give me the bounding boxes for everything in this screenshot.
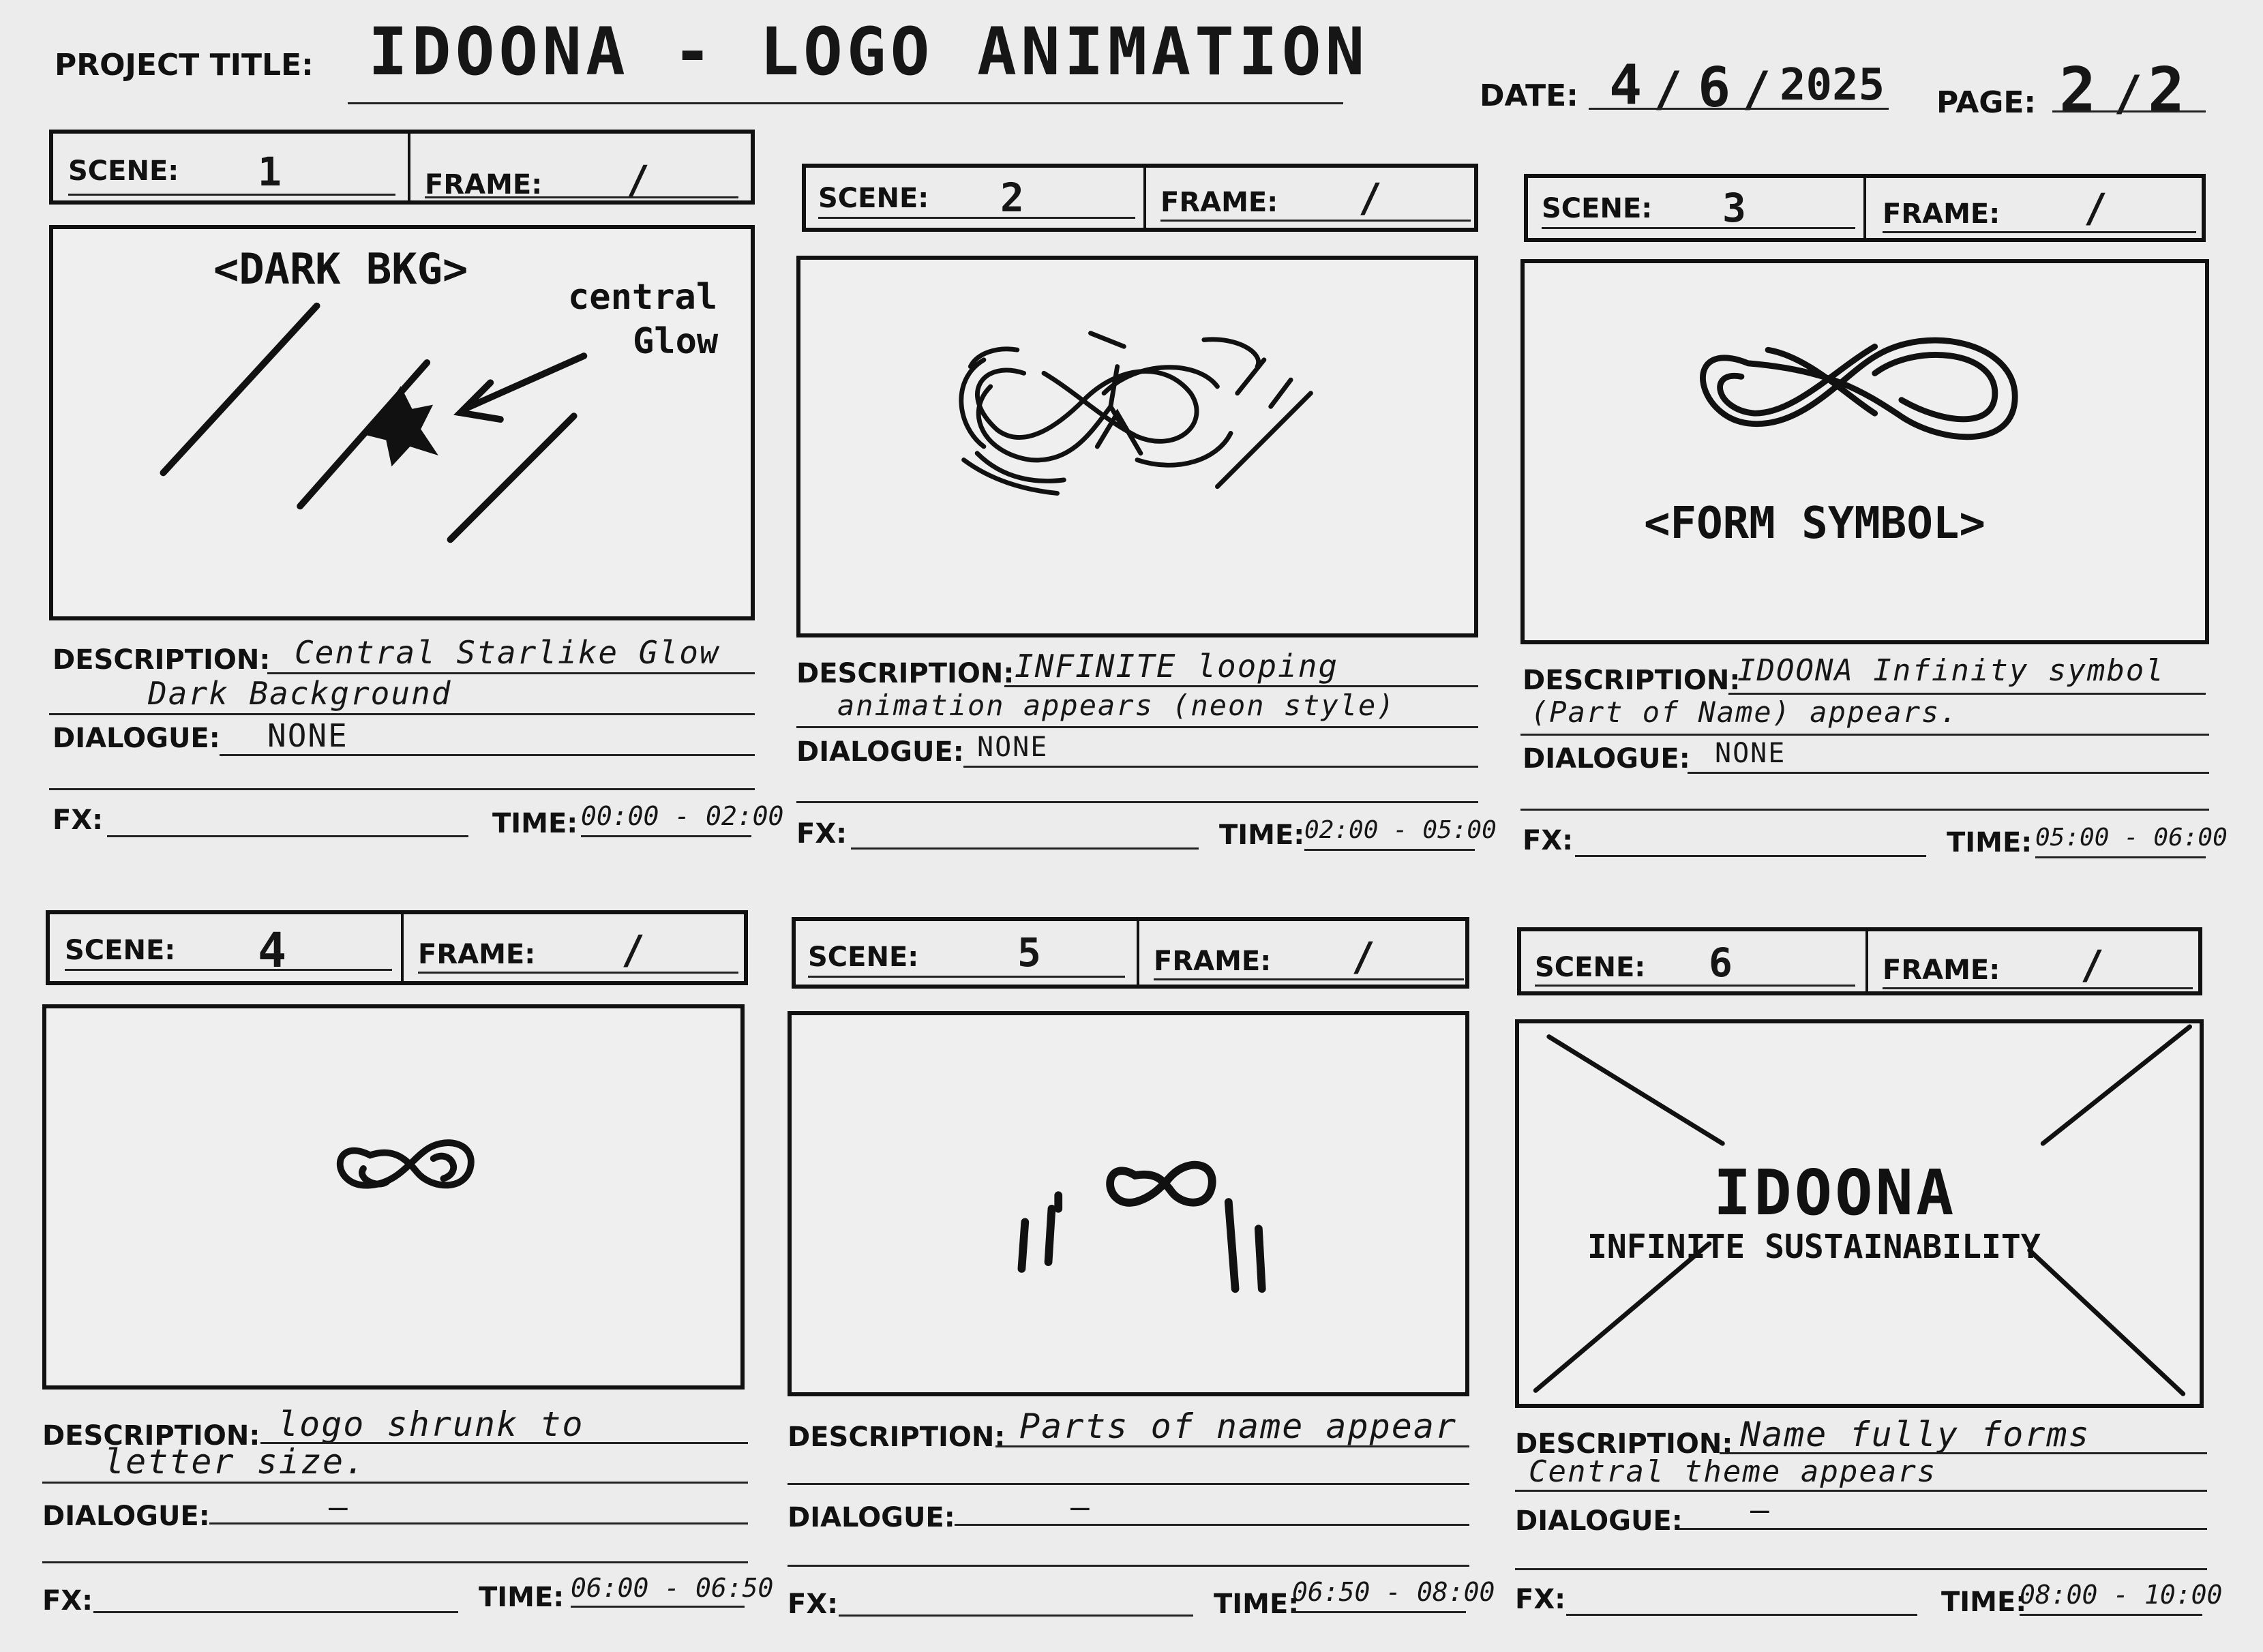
header-divider xyxy=(1137,921,1139,985)
extra-line xyxy=(1520,809,2209,811)
sketch-frame[interactable] xyxy=(42,1004,745,1390)
dialogue-underline xyxy=(963,766,1478,768)
time-value[interactable]: 02:00 - 05:00 xyxy=(1304,816,1497,844)
fx-underline xyxy=(1575,855,1926,857)
fx-underline xyxy=(851,847,1199,850)
description-underline-1 xyxy=(1004,685,1478,687)
dialogue-value[interactable]: — xyxy=(1070,1488,1091,1525)
description-line-1[interactable]: IDOONA Infinity symbol xyxy=(1737,653,2165,688)
dialogue-underline xyxy=(955,1524,1469,1526)
date-day[interactable]: 6 xyxy=(1698,56,1731,119)
dialogue-value[interactable]: — xyxy=(329,1488,349,1525)
fx-label: FX: xyxy=(53,805,104,836)
project-title-value[interactable]: IDOONA - LOGO ANIMATION xyxy=(368,14,1369,90)
extra-line xyxy=(42,1561,748,1563)
extra-line xyxy=(788,1565,1469,1567)
sketch-drawing xyxy=(1525,263,2205,640)
frame-underline xyxy=(425,196,738,198)
description-underline-2 xyxy=(788,1483,1469,1485)
extra-line xyxy=(1515,1568,2207,1570)
dialogue-value[interactable]: NONE xyxy=(1715,738,1786,769)
time-value[interactable]: 08:00 - 10:00 xyxy=(2020,1580,2223,1610)
description-line-2[interactable]: Central theme appears xyxy=(1529,1454,1937,1489)
sketch-note-form-symbol: <FORM SYMBOL> xyxy=(1644,498,1985,549)
panel-header xyxy=(1517,927,2202,995)
date-month[interactable]: 4 xyxy=(1609,53,1643,117)
scene-label: SCENE: xyxy=(808,942,919,973)
scene-underline xyxy=(808,976,1125,978)
frame-label: FRAME: xyxy=(425,169,543,200)
frame-number[interactable]: / xyxy=(621,927,645,973)
description-underline-2 xyxy=(42,1482,748,1484)
dialogue-label: DIALOGUE: xyxy=(1515,1505,1683,1537)
description-line-2[interactable]: animation appears (neon style) xyxy=(837,689,1396,722)
panel-header xyxy=(1524,174,2206,242)
fx-underline xyxy=(1566,1614,1917,1616)
scene-underline xyxy=(818,217,1135,219)
fx-underline xyxy=(107,835,468,837)
description-line-1[interactable]: Central Starlike Glow xyxy=(295,634,720,671)
panel-scene-3 xyxy=(1520,150,2228,880)
frame-underline xyxy=(1154,978,1464,980)
frame-number[interactable]: / xyxy=(1358,175,1382,221)
frame-underline xyxy=(1883,231,2196,233)
scene-underline xyxy=(1542,227,1855,229)
panel-scene-4 xyxy=(42,910,774,1640)
scene-number[interactable]: 3 xyxy=(1722,185,1746,231)
extra-line xyxy=(49,788,755,790)
description-line-1[interactable]: INFINITE looping xyxy=(1015,648,1339,685)
sketch-note-central: central xyxy=(568,277,718,318)
header-divider xyxy=(1863,178,1866,238)
description-underline-2 xyxy=(1520,734,2209,736)
sketch-drawing xyxy=(792,1015,1465,1392)
panel-scene-5 xyxy=(788,917,1495,1640)
dialogue-value[interactable]: — xyxy=(1750,1491,1771,1528)
time-label: TIME: xyxy=(1941,1587,2027,1618)
scene-label: SCENE: xyxy=(1535,952,1646,983)
description-line-1[interactable]: Parts of name appear xyxy=(1019,1407,1458,1446)
dialogue-label: DIALOGUE: xyxy=(796,736,964,768)
frame-number[interactable]: / xyxy=(2080,942,2104,988)
scene-number[interactable]: 4 xyxy=(258,922,287,978)
dialogue-label: DIALOGUE: xyxy=(53,723,220,754)
time-underline xyxy=(1304,849,1475,851)
description-line-1[interactable]: Name fully forms xyxy=(1740,1415,2090,1454)
dialogue-label: DIALOGUE: xyxy=(42,1501,210,1532)
frame-label: FRAME: xyxy=(418,939,536,970)
fx-label: FX: xyxy=(796,818,848,850)
frame-underline xyxy=(1160,220,1471,222)
date-label: DATE: xyxy=(1480,78,1578,113)
frame-underline xyxy=(418,972,738,974)
time-label: TIME: xyxy=(1214,1589,1300,1620)
panel-scene-1 xyxy=(49,130,784,859)
scene-underline xyxy=(1535,985,1855,987)
scene-number[interactable]: 1 xyxy=(258,149,282,195)
scene-number[interactable]: 6 xyxy=(1709,940,1733,986)
fx-underline xyxy=(93,1611,458,1613)
sketch-note-background: <DARK BKG> xyxy=(213,244,468,294)
scene-label: SCENE: xyxy=(65,935,176,966)
date-underline xyxy=(1589,108,1889,110)
panel-scene-6 xyxy=(1515,924,2223,1647)
description-underline-2 xyxy=(1515,1490,2207,1492)
time-value[interactable]: 06:50 - 08:00 xyxy=(1292,1577,1495,1607)
frame-number[interactable]: / xyxy=(626,157,650,203)
header-divider xyxy=(1143,168,1146,228)
time-underline xyxy=(2020,1614,2202,1616)
panel-header xyxy=(46,910,748,985)
description-line-2[interactable]: letter size. xyxy=(104,1442,367,1482)
date-sep-1: / xyxy=(1653,61,1683,117)
fx-label: FX: xyxy=(1515,1584,1566,1615)
page-sep: / xyxy=(2114,65,2143,121)
fx-label: FX: xyxy=(42,1585,93,1617)
description-label: DESCRIPTION: xyxy=(1515,1428,1733,1460)
frame-label: FRAME: xyxy=(1160,187,1278,218)
time-label: TIME: xyxy=(1947,827,2033,858)
dialogue-underline xyxy=(220,754,755,756)
fx-label: FX: xyxy=(1523,825,1574,856)
description-underline-1 xyxy=(1728,693,2206,695)
frame-underline xyxy=(1883,987,2193,989)
project-title-label: PROJECT TITLE: xyxy=(55,48,314,82)
description-underline-1 xyxy=(267,672,755,674)
description-line-2[interactable]: Dark Background xyxy=(148,675,452,712)
header-divider xyxy=(401,914,404,981)
scene-label: SCENE: xyxy=(68,155,179,187)
description-line-1[interactable]: logo shrunk to xyxy=(278,1405,584,1444)
fx-underline xyxy=(839,1615,1193,1617)
page-current[interactable]: 2 xyxy=(2059,55,2097,126)
dialogue-underline xyxy=(1679,1528,2207,1530)
header-divider xyxy=(408,134,410,200)
time-value[interactable]: 00:00 - 02:00 xyxy=(581,801,784,831)
description-label: DESCRIPTION: xyxy=(1523,665,1741,696)
dialogue-value[interactable]: NONE xyxy=(977,732,1049,763)
time-label: TIME: xyxy=(492,808,578,839)
page-underline xyxy=(2052,110,2206,112)
description-underline-2 xyxy=(49,713,755,715)
scene-label: SCENE: xyxy=(1542,193,1653,224)
description-underline-1 xyxy=(995,1445,1469,1447)
date-sep-2: / xyxy=(1742,61,1771,117)
fx-label: FX: xyxy=(788,1589,839,1620)
time-underline xyxy=(2035,856,2206,858)
description-label: DESCRIPTION: xyxy=(788,1422,1006,1453)
frame-label: FRAME: xyxy=(1883,198,2000,230)
panel-header xyxy=(792,917,1469,989)
dialogue-underline xyxy=(1688,772,2209,774)
dialogue-label: DIALOGUE: xyxy=(788,1502,955,1533)
time-value[interactable]: 06:00 - 06:50 xyxy=(571,1573,774,1603)
scene-underline xyxy=(65,969,392,971)
frame-number[interactable]: / xyxy=(1351,933,1375,980)
sketch-logo-name: IDOONA xyxy=(1713,1156,1957,1229)
sketch-frame[interactable] xyxy=(1515,1019,2204,1408)
sketch-frame[interactable] xyxy=(796,256,1478,637)
header-divider xyxy=(1865,931,1868,991)
time-value[interactable]: 05:00 - 06:00 xyxy=(2035,824,2228,852)
sketch-frame[interactable] xyxy=(1520,259,2209,644)
frame-label: FRAME: xyxy=(1154,946,1272,977)
description-label: DESCRIPTION: xyxy=(53,644,271,676)
page-total[interactable]: 2 xyxy=(2148,55,2185,126)
time-underline xyxy=(571,1606,745,1608)
sketch-note-glow: Glow xyxy=(633,321,719,362)
description-label: DESCRIPTION: xyxy=(42,1420,260,1452)
scene-number[interactable]: 2 xyxy=(1000,175,1024,221)
scene-label: SCENE: xyxy=(818,183,929,214)
sketch-tagline: INFINITE SUSTAINABILITY xyxy=(1587,1228,2041,1266)
description-underline-2 xyxy=(796,726,1478,728)
extra-line xyxy=(796,801,1478,803)
scene-underline xyxy=(68,194,395,196)
time-label: TIME: xyxy=(1219,820,1305,851)
sketch-drawing xyxy=(800,260,1474,633)
project-title-underline xyxy=(348,102,1343,104)
sketch-frame[interactable] xyxy=(788,1011,1469,1396)
sketch-drawing xyxy=(46,1008,740,1385)
sketch-frame[interactable] xyxy=(49,225,755,620)
panel-header xyxy=(49,130,755,205)
description-line-2[interactable]: (Part of Name) appears. xyxy=(1531,695,1959,729)
dialogue-underline xyxy=(209,1522,748,1525)
scene-number[interactable]: 5 xyxy=(1017,929,1041,976)
panel-header xyxy=(802,164,1478,232)
time-underline xyxy=(581,835,751,837)
dialogue-value[interactable]: NONE xyxy=(267,717,348,754)
description-label: DESCRIPTION: xyxy=(796,658,1015,689)
panel-scene-2 xyxy=(796,140,1497,869)
time-label: TIME: xyxy=(479,1582,565,1613)
date-year[interactable]: 2025 xyxy=(1780,60,1885,110)
frame-number[interactable]: / xyxy=(2084,185,2108,231)
frame-label: FRAME: xyxy=(1883,955,2000,986)
page-label: PAGE: xyxy=(1936,85,2037,120)
dialogue-label: DIALOGUE: xyxy=(1523,743,1690,775)
time-underline xyxy=(1292,1611,1466,1613)
